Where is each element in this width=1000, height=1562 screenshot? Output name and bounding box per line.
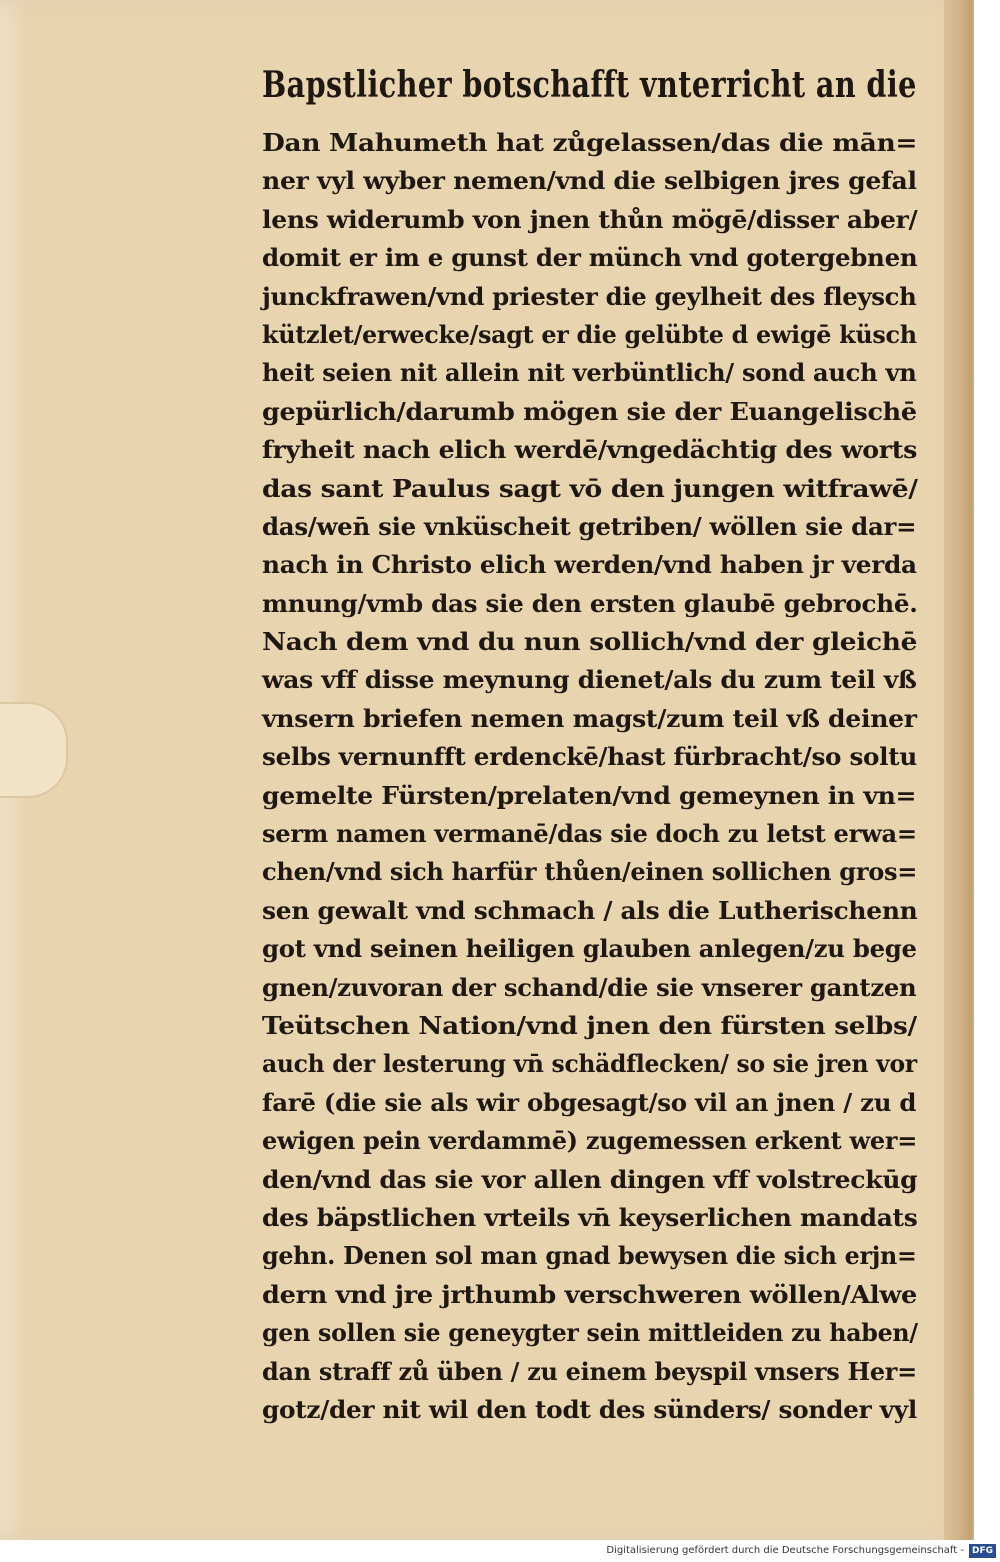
text-line: auch der lesterung vn̄ schädflecken/ so sie jren vor bbox=[262, 1049, 917, 1079]
text-line: dern vnd jre jrthumb verschweren wöllen/Alwe bbox=[262, 1279, 918, 1309]
text-line: Teütschen Nation/vnd jnen den fürsten selbs/ bbox=[262, 1010, 917, 1040]
running-head: Bapstlicher botschafft vnterricht an die bbox=[262, 64, 917, 106]
body-text bbox=[262, 124, 917, 1429]
text-line: mnung/vmb das sie den ersten glaubē gebrochē. bbox=[262, 588, 918, 618]
text-line: gnen/zuvoran der schand/die sie vnserer gantzen bbox=[262, 972, 917, 1002]
text-line: gehn. Denen sol man gnad bewysen die sich erjn= bbox=[262, 1241, 917, 1271]
text-line: gepürlich/darumb mögen sie der Euangelischē bbox=[262, 396, 917, 426]
text-line: das sant Paulus sagt vō den jungen witfrawē/ bbox=[262, 473, 918, 503]
text-line: gen sollen sie geneygter sein mittleiden zu haben/ bbox=[262, 1318, 918, 1348]
text-line: das/wen̄ sie vnküscheit getriben/ wöllen sie dar= bbox=[262, 511, 917, 541]
text-line: serm namen vermanē/das sie doch zu letst erwa= bbox=[262, 819, 917, 849]
text-line: fryheit nach elich werdē/vngedächtig des worts bbox=[262, 435, 918, 465]
text-line: got vnd seinen heiligen glauben anlegen/zu bege bbox=[262, 934, 917, 964]
text-line: chen/vnd sich harfür thůen/einen sollichen gros= bbox=[262, 857, 918, 887]
text-line: junckfrawen/vnd priester die geylheit des fleysch bbox=[262, 281, 917, 311]
dfg-logo: DFG bbox=[969, 1544, 996, 1558]
text-line: farē (die sie als wir obgesagt/so vil an jnen / zu d bbox=[262, 1087, 917, 1117]
text-line: was vff disse meynung dienet/als du zum teil vß bbox=[262, 665, 917, 695]
text-line: kützlet/erwecke/sagt er die gelübte d ewigē küsch bbox=[262, 319, 917, 349]
page-tab-marker bbox=[0, 702, 68, 798]
text-line: domit er im e gunst der münch vnd gotergebnen bbox=[262, 243, 918, 273]
footer-credit: Digitalisierung gefördert durch die Deutsche Forschungsgemeinschaft - bbox=[606, 1545, 964, 1556]
text-block bbox=[262, 50, 917, 1429]
text-line: des bäpstlichen vrteils vn̄ keyserlichen mandats bbox=[262, 1202, 918, 1232]
text-line: Dan Mahumeth hat zůgelassen/das die mān= bbox=[262, 128, 918, 157]
text-line: selbs vernunfft erdenckē/hast fürbracht/so soltu bbox=[262, 742, 917, 772]
text-line: nach in Christo elich werden/vnd haben jr verda bbox=[262, 550, 917, 580]
text-line: Nach dem vnd du nun sollich/vnd der gleichē bbox=[262, 627, 918, 657]
text-line: lens widerumb von jnen thůn mögē/disser aber/ bbox=[262, 204, 918, 234]
text-line: heit seien nit allein nit verbüntlich/ sond auch vn bbox=[262, 358, 917, 388]
text-line: ewigen pein verdammē) zugemessen erkent wer= bbox=[262, 1126, 918, 1156]
page-edge bbox=[944, 0, 972, 1540]
text-line: vnsern briefen nemen magst/zum teil vß deiner bbox=[262, 703, 917, 733]
text-line: ner vyl wyber nemen/vnd die selbigen jres gefal bbox=[262, 166, 917, 196]
text-line: den/vnd das sie vor allen dingen vff volstreckūg bbox=[262, 1164, 918, 1194]
text-line: gotz/der nit wil den todt des sünders/ sonder vyl bbox=[262, 1394, 918, 1424]
text-line: sen gewalt vnd schmach / als die Lutherischenn bbox=[262, 895, 918, 925]
text-line: dan straff zů üben / zu einem beyspil vnsers Her= bbox=[262, 1356, 917, 1386]
text-line: gemelte Fürsten/prelaten/vnd gemeynen in vn= bbox=[262, 780, 917, 810]
footer-bar bbox=[0, 1541, 1000, 1562]
